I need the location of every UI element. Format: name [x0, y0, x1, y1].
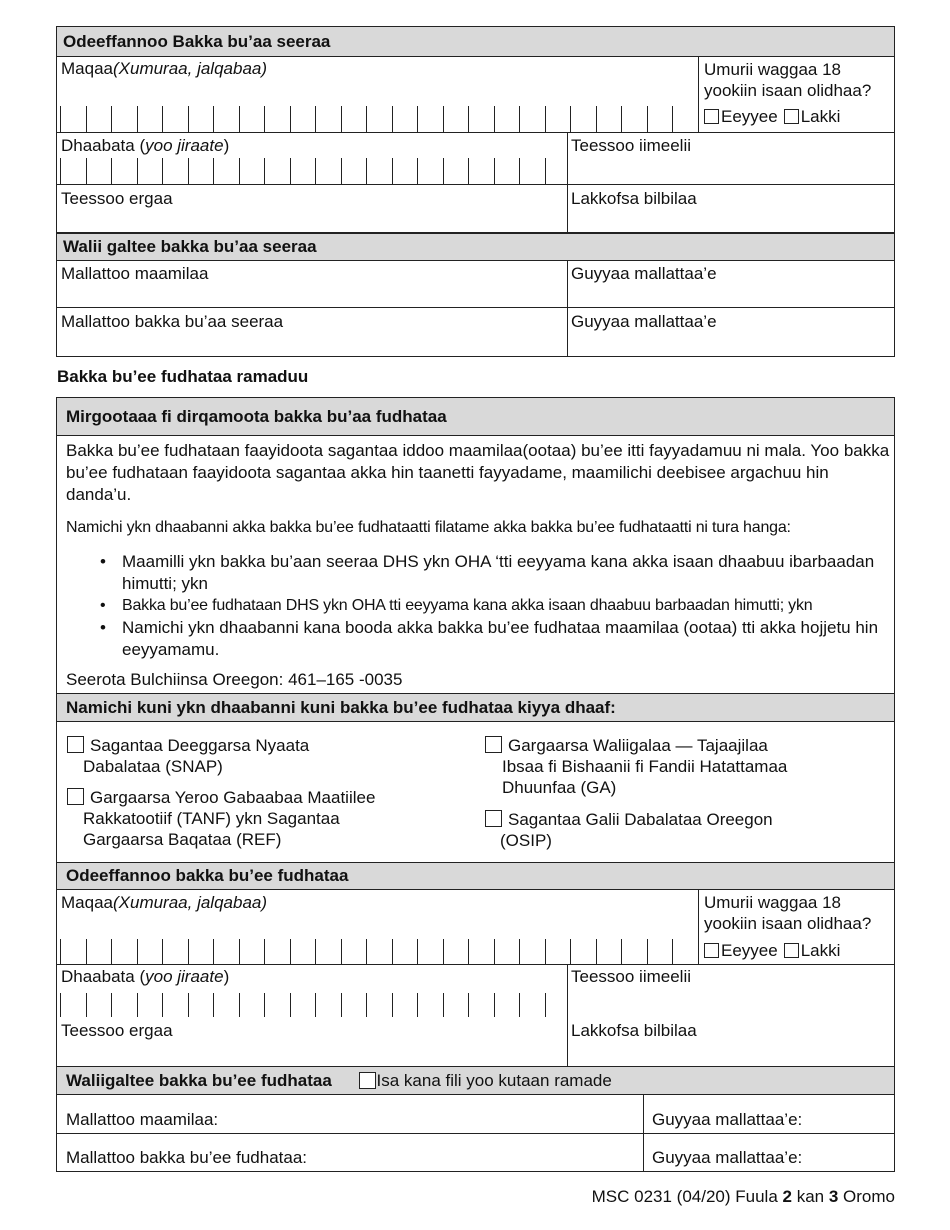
- comb-tick: [519, 106, 520, 132]
- payee-signature-field[interactable]: Mallattoo bakka bu’ee fudhataa:: [66, 1148, 308, 1167]
- rep-phone-field[interactable]: Lakkofsa bilbilaa: [571, 189, 697, 208]
- comb-tick: [366, 106, 367, 132]
- comb-tick: [137, 158, 138, 184]
- comb-tick: [468, 939, 469, 964]
- payee-age-yes-checkbox[interactable]: [704, 943, 719, 958]
- comb-tick: [443, 993, 444, 1017]
- comb-tick: [264, 106, 265, 132]
- comb-tick: [392, 939, 393, 964]
- comb-tick: [494, 993, 495, 1017]
- payee-info-header: Odeeffannoo bakka bu’ee fudhataa: [57, 863, 894, 889]
- comb-tick: [264, 993, 265, 1017]
- comb-tick: [468, 993, 469, 1017]
- comb-tick: [162, 939, 163, 964]
- comb-tick: [111, 158, 112, 184]
- comb-tick: [519, 158, 520, 184]
- rep-age-options: [704, 107, 840, 127]
- comb-tick: [417, 158, 418, 184]
- payee-phone-field[interactable]: Lakkofsa bilbilaa: [571, 1021, 697, 1040]
- comb-tick: [417, 993, 418, 1017]
- comb-tick: [392, 106, 393, 132]
- comb-tick: [596, 106, 597, 132]
- form-code: MSC 0231 (04/20) Fuula: [591, 1187, 783, 1206]
- comb-tick: [137, 993, 138, 1017]
- comb-tick: [698, 939, 699, 964]
- comb-tick: [137, 939, 138, 964]
- comb-tick: [392, 993, 393, 1017]
- tanf-checkbox[interactable]: [67, 788, 84, 805]
- continued-checkbox[interactable]: [359, 1072, 376, 1089]
- comb-tick: [621, 939, 622, 964]
- comb-tick: [86, 106, 87, 132]
- comb-tick: [111, 993, 112, 1017]
- rep-name-field[interactable]: [61, 59, 267, 79]
- payee-client-date-field[interactable]: Guyyaa mallattaa’e:: [652, 1110, 803, 1129]
- page-footer: MSC 0231 (04/20) Fuula 2 kan 3 Oromo: [591, 1187, 895, 1206]
- rights-bullet-3: • Namichi ykn dhaabanni kana booda akka bakka bu’ee fudhataa maamilaa (ootaa) tti akka hojjetu hin eeyyamamu.: [66, 617, 894, 661]
- client-signature-field[interactable]: Mallattoo maamilaa: [61, 264, 209, 283]
- payee-city-field[interactable]: Teessoo ergaa: [61, 1021, 173, 1040]
- rep-age-no-checkbox[interactable]: [784, 109, 799, 124]
- comb-tick: [264, 939, 265, 964]
- rep-age-yes-checkbox[interactable]: [704, 109, 719, 124]
- programs-header: Namichi kuni ykn dhaabanni kuni bakka bu’ee fudhataa kiyya dhaaf:: [57, 694, 894, 721]
- program-tanf-option[interactable]: Gargaarsa Yeroo Gabaabaa Maatiilee Rakkatootiif (TANF) ykn Sagantaa Gargaarsa Baqataa (REF): [67, 787, 375, 850]
- rights-bullet-list: [66, 551, 894, 661]
- comb-tick: [494, 158, 495, 184]
- comb-tick: [647, 106, 648, 132]
- comb-tick: [545, 158, 546, 184]
- comb-tick: [264, 158, 265, 184]
- comb-tick: [366, 158, 367, 184]
- comb-tick: [60, 158, 61, 184]
- rep-signature-field[interactable]: Mallattoo bakka bu’aa seeraa: [61, 312, 284, 331]
- comb-tick: [290, 939, 291, 964]
- comb-tick: [60, 106, 61, 132]
- comb-tick: [86, 993, 87, 1017]
- comb-tick: [596, 939, 597, 964]
- program-ga-option[interactable]: Gargaarsa Waliigalaa — Tajaajilaa Ibsaa fi Bishaanii fi Fandii Hatattamaa Dhuunfaa (GA): [485, 735, 787, 798]
- comb-tick: [188, 158, 189, 184]
- comb-tick: [188, 939, 189, 964]
- comb-tick: [188, 106, 189, 132]
- comb-tick: [570, 106, 571, 132]
- comb-tick: [290, 106, 291, 132]
- comb-tick: [672, 939, 673, 964]
- comb-tick: [366, 939, 367, 964]
- oregon-rule-citation: Seerota Bulchiinsa Oreegon: 461–165 -0035: [66, 670, 403, 689]
- comb-tick: [239, 106, 240, 132]
- rep-address-field[interactable]: Dhaabata (yoo jiraate): [61, 136, 230, 155]
- comb-tick: [341, 106, 342, 132]
- comb-tick: [86, 939, 87, 964]
- comb-tick: [111, 939, 112, 964]
- rights-header: Mirgootaaa fi dirqamoota bakka bu’aa fudhataa: [57, 398, 894, 435]
- comb-tick: [162, 993, 163, 1017]
- comb-tick: [443, 106, 444, 132]
- rep-email-field[interactable]: Teessoo iimeelii: [571, 136, 691, 155]
- comb-tick: [290, 158, 291, 184]
- comb-tick: [647, 939, 648, 964]
- rights-bullet-2: • Bakka bu’ee fudhataan DHS ykn OHA tti eeyyama kana akka isaan dhaabuu barbaadan himutti; ykn: [66, 595, 894, 617]
- comb-tick: [60, 993, 61, 1017]
- payee-address-comb[interactable]: [60, 993, 568, 1017]
- comb-tick: [366, 993, 367, 1017]
- program-osip-option[interactable]: Sagantaa Galii Dabalataa Oreegon (OSIP): [485, 809, 773, 851]
- alt-payee-heading: Bakka bu’ee fudhataa ramaduu: [57, 367, 309, 386]
- payee-age-options: [704, 941, 840, 961]
- comb-tick: [494, 939, 495, 964]
- comb-tick: [443, 939, 444, 964]
- rep-name-hint: (Xumuraa, jalqabaa): [112, 59, 268, 78]
- comb-tick: [137, 106, 138, 132]
- comb-tick: [341, 939, 342, 964]
- payee-date-field[interactable]: Guyyaa mallattaa’e:: [652, 1148, 803, 1167]
- comb-tick: [213, 158, 214, 184]
- footer-language: Oromo: [838, 1187, 895, 1206]
- rep-age-yes-label: Eeyyee: [721, 107, 778, 126]
- payee-age-yes-label: Eeyyee: [721, 941, 778, 960]
- comb-tick: [392, 158, 393, 184]
- rights-paragraph-2: Namichi ykn dhaabanni akka bakka bu’ee fudhataatti filatame akka bakka bu’ee fudhataatti ni tura hanga:: [66, 519, 791, 536]
- payee-name-comb[interactable]: [60, 939, 700, 964]
- payee-email-field[interactable]: Teessoo iimeelii: [571, 967, 691, 986]
- rep-name-label: Maqaa: [61, 59, 113, 78]
- rep-address-comb[interactable]: [60, 158, 568, 184]
- rep-agreement-header: Walii galtee bakka bu’aa seeraa: [57, 234, 894, 260]
- payee-address-field[interactable]: Dhaabata (yoo jiraate): [61, 967, 230, 986]
- comb-tick: [545, 106, 546, 132]
- comb-tick: [315, 158, 316, 184]
- payee-name-label: Maqaa: [61, 893, 113, 912]
- comb-tick: [519, 939, 520, 964]
- comb-tick: [315, 993, 316, 1017]
- comb-tick: [468, 158, 469, 184]
- representative-info-header: Odeeffannoo Bakka bu’aa seeraa: [57, 27, 894, 56]
- rep-age-no-label: Lakki: [800, 107, 841, 126]
- comb-tick: [417, 106, 418, 132]
- rep-date-field[interactable]: Guyyaa mallattaa’e: [571, 312, 717, 331]
- comb-tick: [213, 939, 214, 964]
- payee-agreement-header: Waliigaltee bakka bu’ee fudhataa Isa kana fili yoo kutaan ramade: [57, 1067, 894, 1094]
- payee-name-hint: (Xumuraa, jalqabaa): [112, 893, 268, 912]
- comb-tick: [570, 939, 571, 964]
- comb-tick: [111, 106, 112, 132]
- payee-name-field[interactable]: [61, 893, 267, 913]
- comb-tick: [239, 993, 240, 1017]
- comb-tick: [698, 106, 699, 132]
- rep-age-question: Umurii waggaa 18 yookiin isaan olidhaa?: [704, 60, 872, 100]
- snap-checkbox[interactable]: [67, 736, 84, 753]
- comb-tick: [162, 106, 163, 132]
- comb-tick: [86, 158, 87, 184]
- comb-tick: [341, 158, 342, 184]
- osip-checkbox[interactable]: [485, 810, 502, 827]
- program-snap-option[interactable]: Sagantaa Deeggarsa Nyaata Dabalataa (SNAP): [67, 735, 309, 777]
- comb-tick: [494, 106, 495, 132]
- comb-tick: [239, 158, 240, 184]
- comb-tick: [213, 993, 214, 1017]
- comb-tick: [239, 939, 240, 964]
- comb-tick: [468, 106, 469, 132]
- payee-age-no-label: Lakki: [800, 941, 841, 960]
- comb-tick: [162, 158, 163, 184]
- comb-tick: [315, 106, 316, 132]
- comb-tick: [443, 158, 444, 184]
- payee-age-no-checkbox[interactable]: [784, 943, 799, 958]
- comb-tick: [60, 939, 61, 964]
- continued-label: Isa kana fili yoo kutaan ramade: [376, 1071, 612, 1090]
- page-number: 2: [782, 1187, 792, 1206]
- comb-tick: [188, 993, 189, 1017]
- comb-tick: [519, 993, 520, 1017]
- payee-age-question: Umurii waggaa 18 yookiin isaan olidhaa?: [704, 893, 872, 933]
- payee-client-signature-field[interactable]: Mallattoo maamilaa:: [66, 1110, 219, 1129]
- client-date-field[interactable]: Guyyaa mallattaa’e: [571, 264, 717, 283]
- ga-checkbox[interactable]: [485, 736, 502, 753]
- comb-tick: [417, 939, 418, 964]
- rights-paragraph-1: Bakka bu’ee fudhataan faayidoota sagantaa iddoo maamilaa(ootaa) bu’ee itti fayyadamuu ni mala. Yoo bakka bu’ee fudhataan faayidoota sagantaa akka hin taanetti fayyadame, maamilichi deebisee argachuu hin danda’u.: [66, 441, 890, 504]
- rights-bullet-1: • Maamilli ykn bakka bu’aan seeraa DHS ykn OHA ‘tti eeyyama kana akka isaan dhaabuu ibarbaadan himutti; ykn: [66, 551, 894, 595]
- rep-name-comb[interactable]: [60, 106, 700, 132]
- comb-tick: [545, 939, 546, 964]
- comb-tick: [672, 106, 673, 132]
- rep-city-field[interactable]: Teessoo ergaa: [61, 189, 173, 208]
- comb-tick: [213, 106, 214, 132]
- comb-tick: [290, 993, 291, 1017]
- comb-tick: [621, 106, 622, 132]
- comb-tick: [545, 993, 546, 1017]
- page-total: 3: [828, 1187, 839, 1206]
- comb-tick: [341, 993, 342, 1017]
- comb-tick: [315, 939, 316, 964]
